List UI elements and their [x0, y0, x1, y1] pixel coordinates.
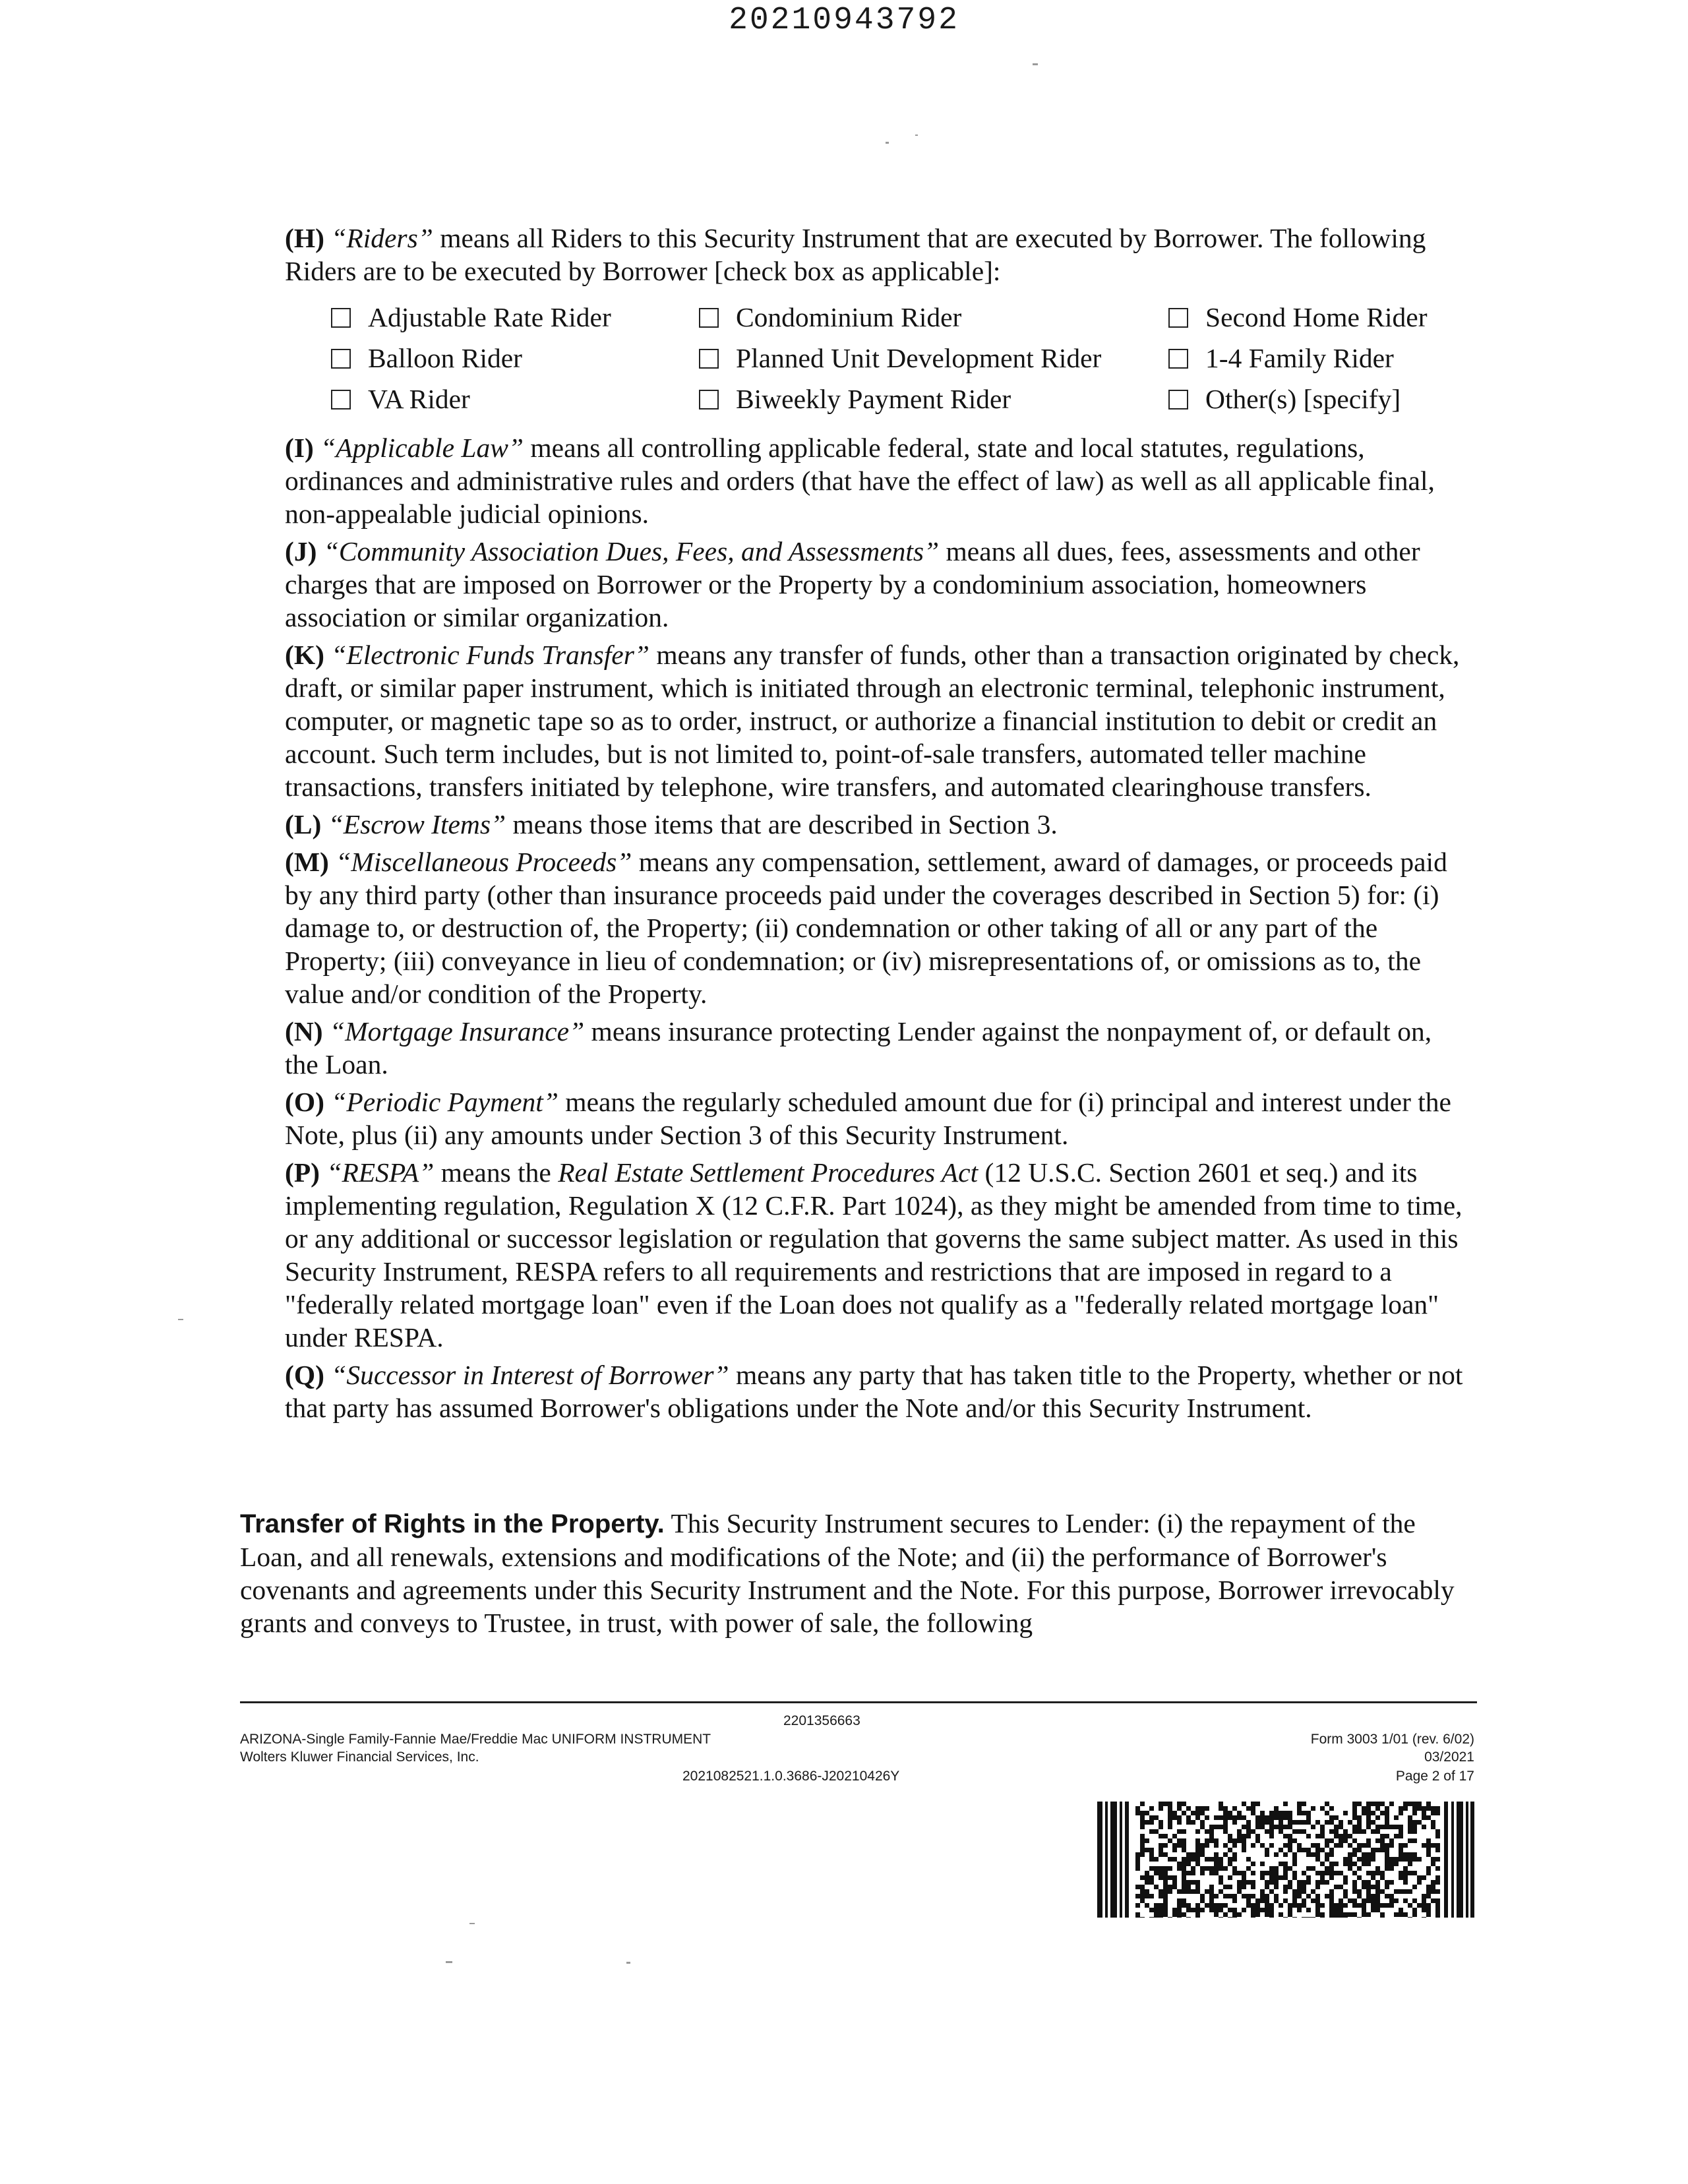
rider-second-home[interactable]	[1168, 297, 1428, 338]
definition-text: (12 U.S.C. Section 2601 et seq.) and its implementing regulation, Regulation X (12 C.F.R. Part 1024), as they might be amended from time to time, or any additional or successor legislation or regulation that governs the same subject matter. As used in this Security Instrument, RESPA refers to all requirements and restrictions that are imposed in regard to a "federally related mortgage loan" even if the Loan does not qualify as a "federally related mortgage loan" under RESPA.	[285, 1157, 1462, 1352]
rider-balloon[interactable]	[331, 338, 522, 379]
transfer-of-rights-section	[240, 1507, 1480, 1639]
definition-label: (H)	[285, 223, 324, 253]
rider-planned-unit-development[interactable]	[699, 338, 1101, 379]
definition-text: means all dues, fees, assessments and other charges that are imposed on Borrower or the Property by a condominium association, homeowners association or similar organization.	[285, 536, 1420, 632]
definition-o	[285, 1085, 1472, 1151]
footer-loan-number: 2201356663	[783, 1713, 860, 1728]
rider-1-4-family[interactable]	[1168, 338, 1394, 379]
definition-text: means any compensation, settlement, award of damages, or proceeds paid by any third party (other than insurance proceeds paid under the coverages described in Section 5) for: (i) damage to, or destruction of, the Property; (ii) condemnation or other taking of all or any part of the Property; (iii) conveyance in lieu of condemnation; or (iv) misrepresentations of, or omissions as to, the value and/or condition of the Property.	[285, 847, 1447, 1009]
footer-page-number: Page 2 of 17	[1395, 1769, 1474, 1784]
rider-label: Second Home Rider	[1205, 302, 1428, 332]
rider-label: Other(s) [specify]	[1205, 384, 1401, 414]
scan-speck	[626, 1962, 630, 1964]
definition-term: “Riders”	[331, 223, 433, 253]
definition-l	[285, 808, 1472, 841]
definition-term: “Applicable Law”	[320, 433, 524, 463]
definition-text: means any party that has taken title to the Property, whether or not that party has assumed Borrower's obligations under the Note and/or this Security Instrument.	[285, 1360, 1463, 1423]
definition-label: (Q)	[285, 1360, 324, 1390]
scan-speck	[886, 142, 889, 144]
definitions-body	[285, 222, 1472, 1429]
rider-va[interactable]	[331, 379, 470, 419]
definition-k	[285, 638, 1472, 803]
rider-label: Adjustable Rate Rider	[368, 302, 611, 332]
definition-term: “Periodic Payment”	[331, 1087, 558, 1117]
footer-form-number: Form 3003 1/01 (rev. 6/02)	[1310, 1732, 1474, 1747]
rider-label: Condominium Rider	[736, 302, 962, 332]
definition-n	[285, 1015, 1472, 1081]
scan-speck	[1033, 63, 1038, 65]
rider-checkbox[interactable]	[331, 349, 351, 369]
rider-checkbox[interactable]	[1168, 349, 1188, 369]
act-name: Real Estate Settlement Procedures Act	[558, 1157, 979, 1188]
definition-label: (K)	[285, 640, 324, 670]
transfer-text: This Security Instrument secures to Lender: (i) the repayment of the Loan, and all renewals, extensions and modifications of the Note; and (ii) the performance of Borrower's covenants and agreements under this Security Instrument and the Note. For this purpose, Borrower irrevocably grants and conveys to Trustee, in trust, with power of sale, the following	[240, 1508, 1455, 1638]
definition-label: (I)	[285, 433, 314, 463]
transfer-heading: Transfer of Rights in the Property.	[240, 1509, 665, 1538]
definition-label: (M)	[285, 847, 329, 877]
rider-checkbox[interactable]	[331, 308, 351, 328]
recording-number: 20210943792	[729, 3, 959, 38]
rider-checkbox[interactable]	[1168, 308, 1188, 328]
definition-term: “Miscellaneous Proceeds”	[336, 847, 632, 877]
definition-term: “Escrow Items”	[328, 809, 506, 839]
rider-condominium[interactable]	[699, 297, 961, 338]
scan-speck	[446, 1961, 452, 1963]
rider-other[interactable]	[1168, 379, 1401, 419]
rider-label: Biweekly Payment Rider	[736, 384, 1011, 414]
definition-text: means those items that are described in Section 3.	[512, 809, 1058, 839]
rider-label: 1-4 Family Rider	[1205, 343, 1394, 373]
definition-label: (L)	[285, 809, 322, 839]
definition-term: “Community Association Dues, Fees, and Assessments”	[323, 536, 940, 566]
footer-date: 03/2021	[1424, 1749, 1474, 1765]
rider-checkbox[interactable]	[331, 390, 351, 410]
definition-j	[285, 535, 1472, 634]
definition-text: means all Riders to this Security Instrument that are executed by Borrower. The following Riders are to be executed by Borrower [check box as applicable]:	[285, 223, 1426, 286]
footer-divider	[240, 1701, 1477, 1703]
riders-checklist	[285, 297, 1472, 422]
rider-biweekly-payment[interactable]	[699, 379, 1011, 419]
barcode	[1097, 1802, 1474, 1918]
definition-label: (J)	[285, 536, 317, 566]
definition-h	[285, 222, 1472, 288]
definition-q	[285, 1358, 1472, 1424]
rider-checkbox[interactable]	[699, 308, 719, 328]
definition-term: “Electronic Funds Transfer”	[331, 640, 649, 670]
rider-label: VA Rider	[368, 384, 470, 414]
definition-text: means the	[440, 1157, 551, 1188]
scan-speck	[178, 1319, 183, 1320]
definition-p	[285, 1156, 1472, 1354]
definition-label: (N)	[285, 1016, 323, 1046]
rider-checkbox[interactable]	[699, 390, 719, 410]
footer-doc-id: 2021082521.1.0.3686-J20210426Y	[682, 1769, 900, 1784]
definition-label: (O)	[285, 1087, 324, 1117]
definition-text: means any transfer of funds, other than a transaction originated by check, draft, or similar paper instrument, which is initiated through an electronic terminal, telephonic instrument, computer, or magnetic tape so as to order, instruct, or authorize a financial institution to debit or credit an account. Such term includes, but is not limited to, point-of-sale transfers, automated teller machine transactions, transfers initiated by telephone, wire transfers, and automated clearinghouse transfers.	[285, 640, 1460, 802]
definition-text: means insurance protecting Lender against the nonpayment of, or default on, the Loan.	[285, 1016, 1432, 1079]
rider-label: Planned Unit Development Rider	[736, 343, 1102, 373]
definition-i	[285, 431, 1472, 530]
definition-m	[285, 845, 1472, 1010]
definition-text: means the regularly scheduled amount due for (i) principal and interest under the Note, plus (ii) any amounts under Section 3 of this Security Instrument.	[285, 1087, 1451, 1150]
definition-label: (P)	[285, 1157, 320, 1188]
scan-speck	[915, 135, 918, 136]
rider-checkbox[interactable]	[1168, 390, 1188, 410]
definition-term: “Mortgage Insurance”	[330, 1016, 585, 1046]
definition-term: “Successor in Interest of Borrower”	[331, 1360, 729, 1390]
definition-text: means all controlling applicable federal, state and local statutes, regulations, ordinances and administrative rules and orders (that have the effect of law) as well as all applicable final, non-appealable judicial opinions.	[285, 433, 1435, 529]
scan-speck	[469, 1923, 475, 1924]
definition-term: “RESPA”	[326, 1157, 435, 1188]
rider-label: Balloon Rider	[368, 343, 522, 373]
footer-publisher: Wolters Kluwer Financial Services, Inc.	[240, 1749, 479, 1765]
rider-checkbox[interactable]	[699, 349, 719, 369]
rider-adjustable-rate[interactable]	[331, 297, 611, 338]
footer-instrument-title: ARIZONA-Single Family-Fannie Mae/Freddie Mac UNIFORM INSTRUMENT	[240, 1732, 711, 1747]
